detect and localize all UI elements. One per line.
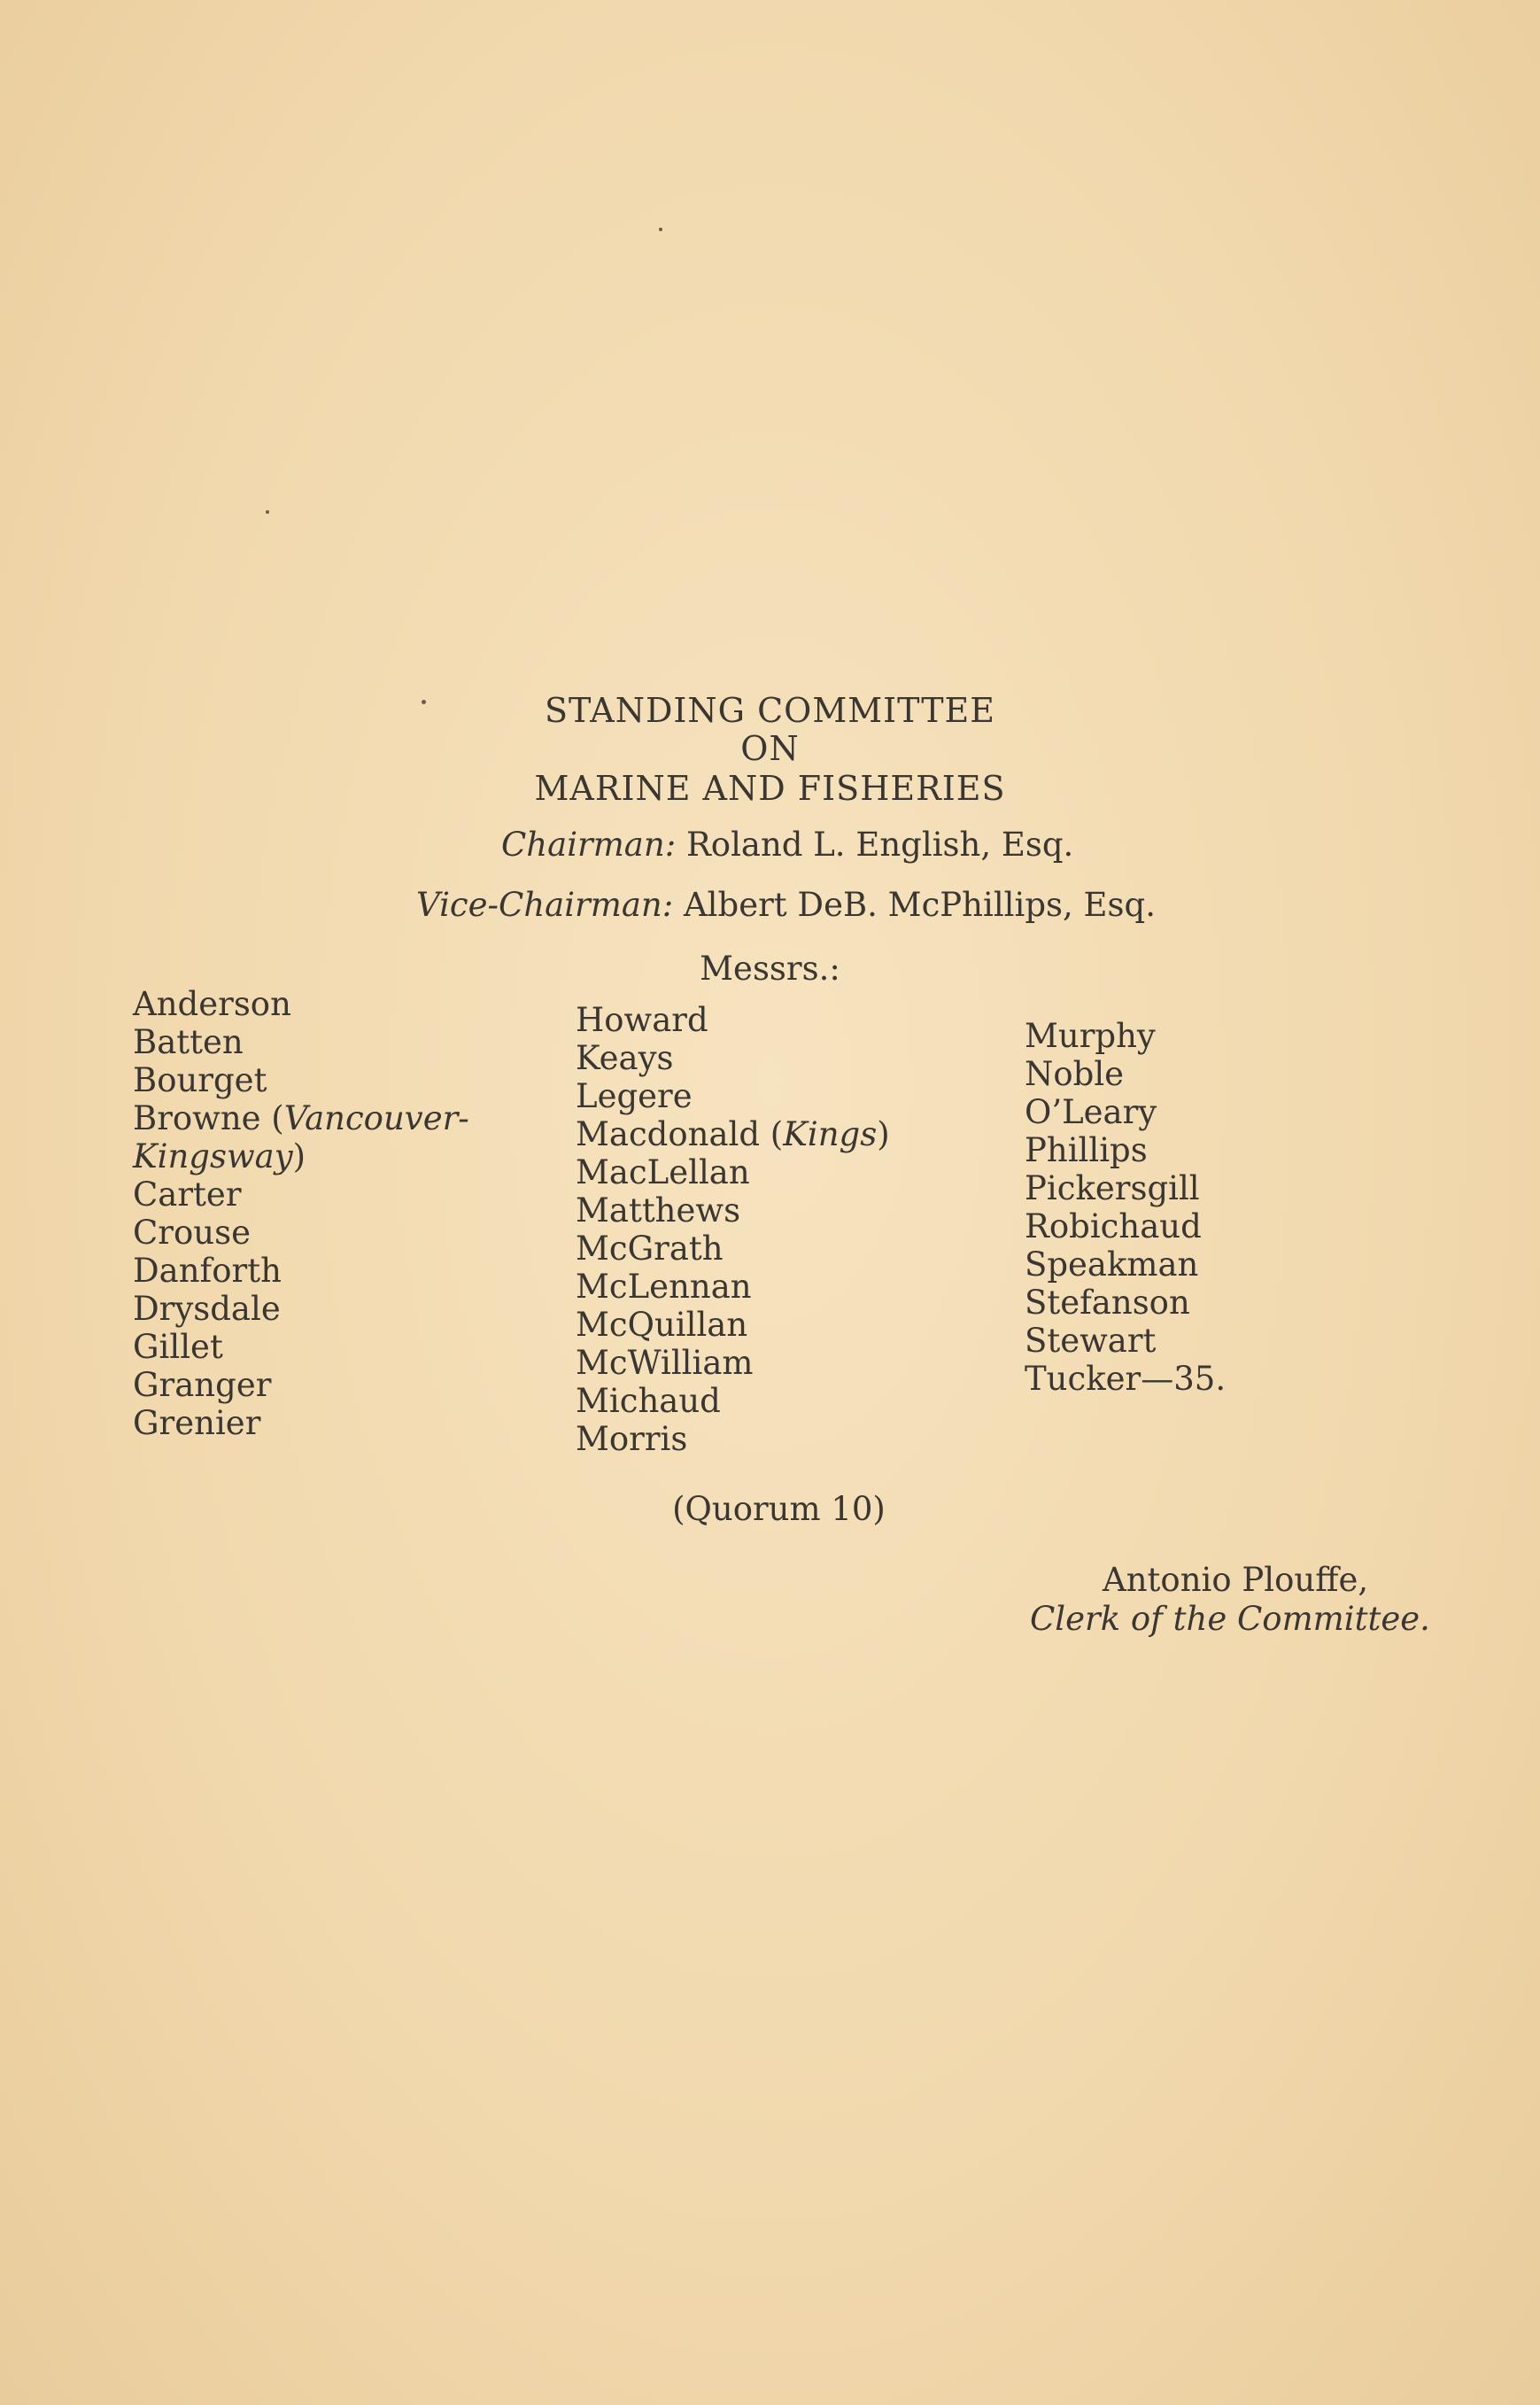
member-name: McGrath <box>576 1230 724 1268</box>
member-name: Morris <box>576 1420 688 1458</box>
member-name: Howard <box>576 1001 708 1039</box>
member-name: Carter <box>133 1175 242 1214</box>
chairman-line <box>501 826 1073 864</box>
member-name: Robichaud <box>1025 1207 1202 1245</box>
clerk-title: Clerk of the Committee. <box>1030 1600 1430 1638</box>
member-name: Phillips <box>1025 1131 1148 1169</box>
member-name: MacLellan <box>576 1153 750 1191</box>
member-name: McLennan <box>576 1268 752 1306</box>
member-name: McWilliam <box>576 1344 754 1382</box>
member-name: Browne (Vancouver- <box>133 1099 469 1137</box>
member-name: Noble <box>1025 1055 1125 1093</box>
member-name: Granger <box>133 1366 272 1404</box>
paper-speck <box>659 228 662 231</box>
quorum-note: (Quorum 10) <box>672 1490 886 1528</box>
member-name: O’Leary <box>1025 1093 1157 1131</box>
member-riding: Kingsway) <box>133 1137 306 1175</box>
member-name: Speakman <box>1025 1245 1199 1284</box>
member-name: Drysdale <box>133 1290 281 1328</box>
member-name: Murphy <box>1025 1017 1156 1055</box>
member-name: Michaud <box>576 1382 721 1420</box>
committee-title-line3: MARINE AND FISHERIES <box>534 769 1006 808</box>
member-name: Stewart <box>1025 1322 1157 1360</box>
member-name: Gillet <box>133 1328 223 1366</box>
members-column-1 <box>133 985 469 1442</box>
member-name: Legere <box>576 1077 693 1115</box>
member-name: Danforth <box>133 1252 282 1290</box>
messrs-label: Messrs.: <box>700 950 840 988</box>
member-name: Anderson <box>133 985 291 1023</box>
member-name: Keays <box>576 1039 674 1077</box>
chairman-name: Roland L. English, Esq. <box>685 826 1074 864</box>
members-column-2 <box>576 1001 890 1458</box>
paper-speck <box>422 700 426 704</box>
member-name: Stefanson <box>1025 1284 1190 1322</box>
member-name: McQuillan <box>576 1306 748 1344</box>
vice-chairman-label: Vice-Chairman: <box>416 886 674 924</box>
committee-title-line1: STANDING COMMITTEE <box>544 691 996 730</box>
member-name: Crouse <box>133 1214 251 1252</box>
clerk-name: Antonio Plouffe, <box>1103 1561 1369 1599</box>
vice-chairman-name: Albert DeB. McPhillips, Esq. <box>683 886 1156 924</box>
paper-speck <box>266 510 269 514</box>
member-name: Matthews <box>576 1191 741 1230</box>
chairman-label: Chairman: <box>501 826 677 864</box>
member-name: Bourget <box>133 1061 267 1099</box>
member-name: Tucker—35. <box>1025 1360 1227 1398</box>
member-name: Macdonald (Kings) <box>576 1115 890 1153</box>
member-name: Grenier <box>133 1404 261 1442</box>
committee-title-line2: ON <box>740 729 800 768</box>
member-name: Pickersgill <box>1025 1169 1200 1207</box>
member-name: Batten <box>133 1023 244 1061</box>
vice-chairman-line <box>416 886 1156 924</box>
members-column-3 <box>1025 1017 1226 1398</box>
